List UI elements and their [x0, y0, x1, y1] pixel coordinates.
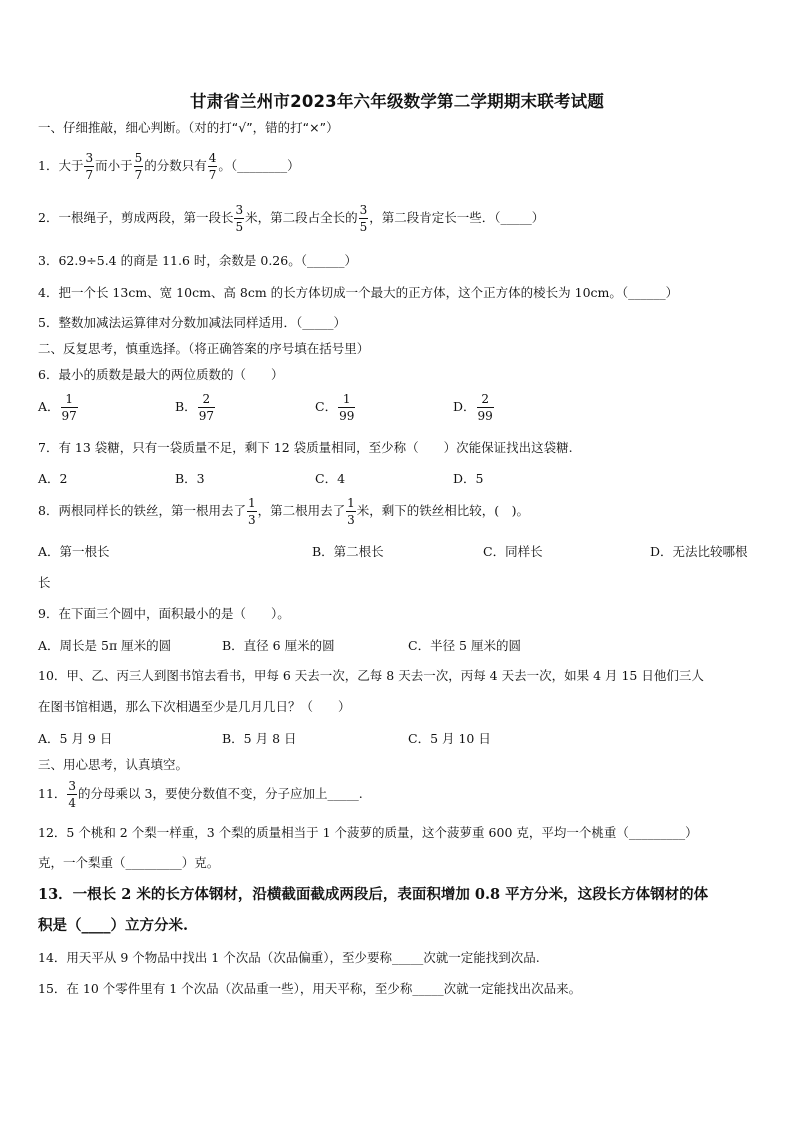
- fraction: $\frac{2}{99}$: [477, 392, 493, 423]
- question-4: 4．把一个长 13cm、宽 10cm、高 8cm 的长方体切成一个最大的正方体，这个正方体的棱长为 10cm。（______）: [38, 285, 679, 300]
- question-1: 1．大于 $\frac{3}{7}$ 而小于 $\frac{5}{7}$ 的分数只有 $\frac{4}{7}$ 。（________）: [38, 151, 300, 182]
- fraction: $\frac{5}{7}$: [134, 151, 143, 182]
- question-8-stem: 8．两根同样长的铁丝，第一根用去了 $\frac{1}{3}$ ，第二根用去了 $\frac{1}{3}$ 米，剩下的铁丝相比较，( )。: [38, 496, 530, 527]
- q7-option-c: C．4: [315, 471, 346, 486]
- question-10-line-2: 在图书馆相遇，那么下次相遇至少是几月几日？（ ）: [38, 699, 351, 714]
- fraction: $\frac{3}{7}$: [85, 151, 94, 182]
- fraction: $\frac{1}{3}$: [347, 496, 355, 527]
- q6-option-b: B． $\frac{2}{97}$: [175, 392, 214, 423]
- section-2-heading: 二、反复思考，慎重选择。（将正确答案的序号填在括号里）: [38, 341, 370, 356]
- q8-option-d: D．无法比较哪根: [650, 544, 748, 559]
- q8-option-c: C．同样长: [483, 544, 543, 559]
- question-2: 2．一根绳子，剪成两段，第一段长 $\frac{3}{5}$ 米，第二段占全长的 $\frac{3}{5}$ ，第二段肯定长一些．（_____）: [38, 203, 545, 234]
- q8-option-a: A．第一根长: [38, 544, 110, 559]
- q9-option-b: B．直径 6 厘米的圆: [222, 638, 335, 653]
- fraction: $\frac{3}{4}$: [68, 779, 77, 810]
- question-5: 5．整数加减法运算律对分数加减法同样适用．（_____）: [38, 315, 346, 330]
- fraction: $\frac{3}{5}$: [359, 203, 368, 234]
- fraction: $\frac{1}{97}$: [61, 392, 77, 423]
- q6-option-c: C． $\frac{1}{99}$: [315, 392, 355, 423]
- question-14: 14．用天平从 9 个物品中找出 1 个次品（次品偏重），至少要称_____次就一定能找到次品.: [38, 950, 540, 965]
- q7-option-a: A．2: [38, 471, 68, 486]
- fraction: $\frac{2}{97}$: [198, 392, 214, 423]
- fraction: $\frac{1}{99}$: [339, 392, 355, 423]
- question-10-line-1: 10．甲、乙、丙三人到图书馆去看书，甲每 6 天去一次，乙每 8 天去一次，丙每 4 天去一次，如果 4 月 15 日他们三人: [38, 668, 704, 683]
- question-13-line-1: 13．一根长 2 米的长方体钢材，沿横截面截成两段后，表面积增加 0.8 平方分米，这段长方体钢材的体: [38, 886, 709, 903]
- question-3: 3．62.9÷5.4 的商是 11.6 时，余数是 0.26。（______）: [38, 253, 357, 268]
- q10-option-a: A．5 月 9 日: [38, 731, 113, 746]
- q7-option-d: D．5: [453, 471, 484, 486]
- q10-option-b: B．5 月 8 日: [222, 731, 297, 746]
- q9-option-a: A．周长是 5π 厘米的圆: [38, 638, 172, 653]
- fraction: $\frac{1}{3}$: [247, 496, 256, 527]
- question-6-stem: 6．最小的质数是最大的两位质数的（ ）: [38, 367, 284, 382]
- q7-option-b: B．3: [175, 471, 205, 486]
- question-13-line-2: 积是（____）立方分米.: [38, 917, 189, 934]
- question-12-line-1: 12．5 个桃和 2 个梨一样重，3 个梨的质量相当于 1 个菠萝的质量，这个菠萝重 600 克，平均一个桃重（_________）: [38, 825, 698, 840]
- question-12-line-2: 克，一个梨重（_________）克。: [38, 855, 220, 870]
- q8-option-d-wrap: 长: [38, 575, 51, 590]
- q8-option-b: B．第二根长: [312, 544, 384, 559]
- question-7-stem: 7．有 13 袋糖，只有一袋质量不足，剩下 12 袋质量相同，至少称（ ）次能保证找出这袋糖.: [38, 440, 573, 455]
- fraction: $\frac{4}{7}$: [208, 151, 217, 182]
- fraction: $\frac{3}{5}$: [235, 203, 244, 234]
- q9-option-c: C．半径 5 厘米的圆: [408, 638, 521, 653]
- q10-option-c: C．5 月 10 日: [408, 731, 491, 746]
- section-3-heading: 三、用心思考，认真填空。: [38, 757, 189, 772]
- section-1-heading: 一、仔细推敲，细心判断。（对的打“√”，错的打“×”）: [38, 120, 339, 135]
- question-15: 15．在 10 个零件里有 1 个次品（次品重一些），用天平称，至少称_____次就一定能找出次品来。: [38, 981, 582, 996]
- question-9-stem: 9．在下面三个圆中，面积最小的是（ ）。: [38, 606, 290, 621]
- q6-option-d: D． $\frac{2}{99}$: [453, 392, 493, 423]
- page-title: 甘肃省兰州市2023年六年级数学第二学期期末联考试题: [189, 92, 605, 111]
- question-11: 11． $\frac{3}{4}$ 的分母乘以 3，要使分数值不变，分子应加上_____.: [38, 779, 363, 810]
- q6-option-a: A． $\frac{1}{97}$: [38, 392, 77, 423]
